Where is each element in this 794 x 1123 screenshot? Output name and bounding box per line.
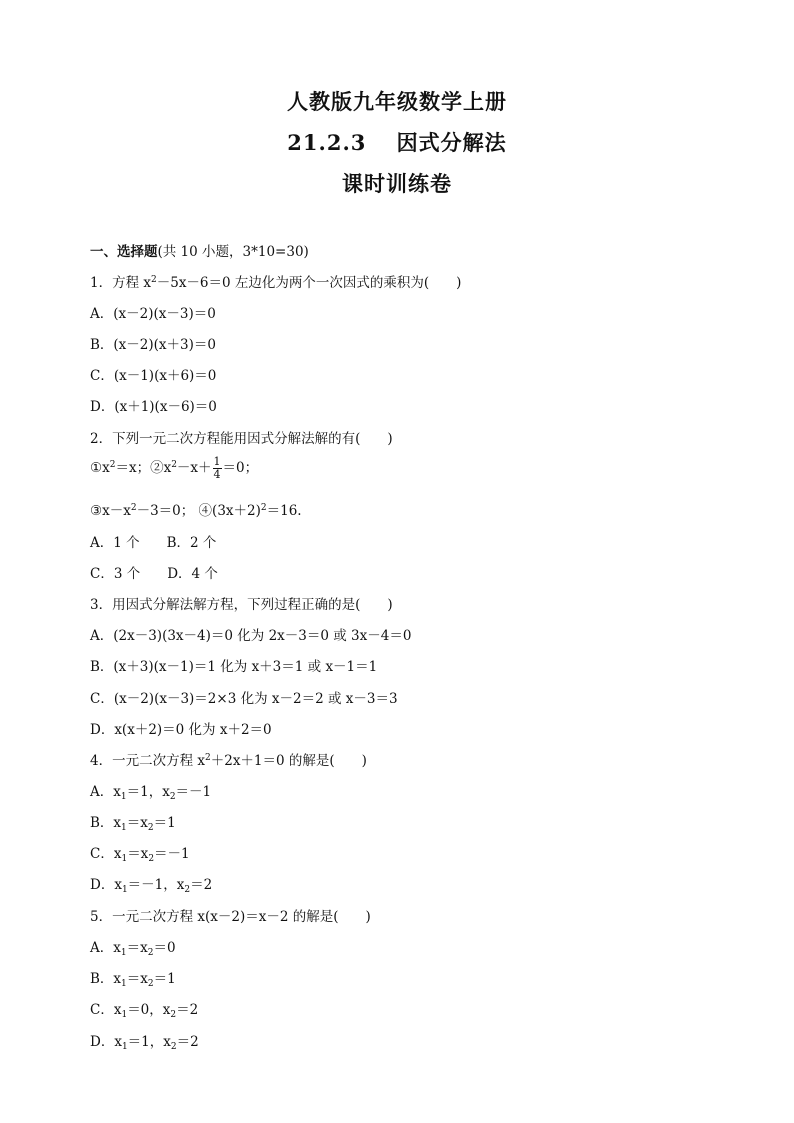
question-2-options-ab: A．1 个 B．2 个 [90, 535, 217, 551]
section-label: 一、选择题 [90, 244, 158, 260]
question-4-option-a: A．$x_1=1$，$x_2=-1$ [90, 784, 212, 802]
question-4-option-c: C．$x_1=x_2=-1$ [90, 846, 190, 864]
question-2-equations-line-1: $①x^2=x$；$②x^2-x+$ $\frac{1}{4}$ ＝0； [90, 455, 259, 481]
document-subtitle: 课时训练卷 [342, 171, 452, 196]
question-3-option-b: B．(x＋3)(x－1)＝1 化为 x＋3＝1 或 x－1＝1 [90, 659, 378, 675]
question-2-equations-line-2: $③x-x^2-3=0$； $④(3x+2)^2=16$. [90, 503, 302, 519]
question-5-option-c: C．$x_1=0$，$x_2=2$ [90, 1002, 199, 1020]
question-2-stem: 2．下列一元二次方程能用因式分解法解的有( ) [90, 431, 393, 447]
question-1-option-b: B．(x－2)(x＋3)＝0 [90, 337, 216, 353]
question-1-option-c: C．(x－1)(x＋6)＝0 [90, 368, 217, 384]
question-3-option-c: C．(x－2)(x－3)＝2×3 化为 x－2＝2 或 x－3＝3 [90, 691, 398, 707]
question-4-option-b: B．$x_1=x_2=1$ [90, 815, 176, 833]
section-number-title: 21.2.3 因式分解法 [287, 130, 507, 155]
question-4-option-d: D．$x_1=-1$，$x_2=2$ [90, 877, 213, 895]
question-3-option-d: D．x(x＋2)＝0 化为 x＋2＝0 [90, 722, 272, 738]
question-4-stem: 4．一元二次方程 $x^2+2x+1=0$ 的解是( ) [90, 753, 367, 769]
question-5-option-d: D．$x_1=1$，$x_2=2$ [90, 1034, 199, 1052]
question-1-stem: 1．方程 $x^2-5x-6=0$ 左边化为两个一次因式的乘积为( ) [90, 275, 462, 291]
question-3-stem: 3．用因式分解法解方程，下列过程正确的是( ) [90, 597, 393, 613]
question-1-option-d: D．(x＋1)(x－6)＝0 [90, 399, 217, 415]
question-5-stem: 5．一元二次方程 x(x－2)＝x－2 的解是( ) [90, 909, 371, 925]
document-title: 人教版九年级数学上册 [287, 89, 507, 114]
section-note: (共 10 小题，3*10=30) [157, 244, 309, 260]
question-5-option-b: B．$x_1=x_2=1$ [90, 971, 176, 989]
question-5-option-a: A．$x_1=x_2=0$ [90, 940, 176, 958]
question-2-options-cd: C．3 个 D．4 个 [90, 566, 218, 582]
section-heading [90, 240, 309, 260]
fraction: $\frac{1}{4}$ [213, 455, 221, 481]
question-1-option-a: A．(x－2)(x－3)＝0 [90, 306, 216, 322]
question-3-option-a: A．(2x－3)(3x－4)＝0 化为 2x－3＝0 或 3x－4＝0 [90, 628, 412, 644]
